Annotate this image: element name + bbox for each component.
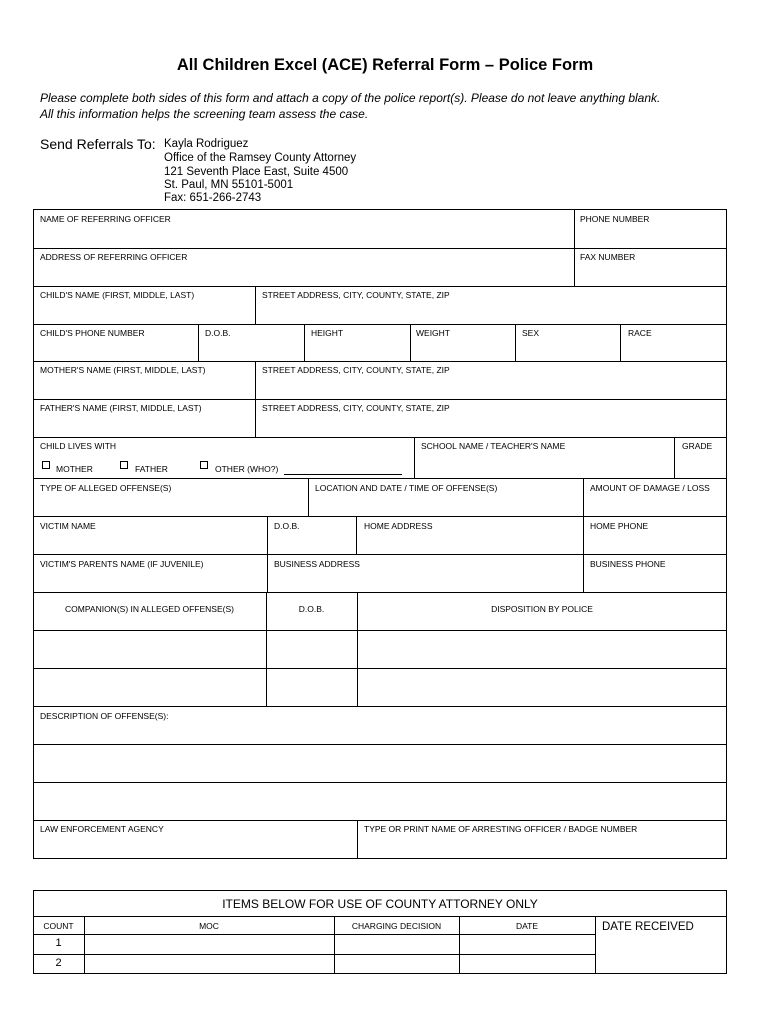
agency-label: LAW ENFORCEMENT AGENCY: [40, 824, 164, 834]
home-phone-label: HOME PHONE: [590, 521, 649, 531]
victim-dob-label: D.O.B.: [274, 521, 300, 531]
row-divider: [33, 286, 727, 287]
date-row-2-field[interactable]: [460, 955, 594, 973]
count-row-1: 1: [55, 937, 62, 949]
victim-parents-field[interactable]: [34, 569, 266, 591]
child-street-label: STREET ADDRESS, CITY, COUNTY, STATE, ZIP: [262, 290, 450, 300]
fax-number-label: FAX NUMBER: [580, 252, 636, 262]
officer-fax-field[interactable]: [575, 262, 726, 285]
instructions-line-2: All this information helps the screening team assess the case.: [40, 107, 369, 121]
row-divider: [33, 361, 727, 362]
officer-name-field[interactable]: [34, 224, 573, 247]
father-address-field[interactable]: [256, 413, 726, 436]
other-checkbox[interactable]: [200, 461, 208, 469]
officer-address-label: ADDRESS OF REFERRING OFFICER: [40, 252, 188, 262]
business-phone-label: BUSINESS PHONE: [590, 559, 666, 569]
father-street-label: STREET ADDRESS, CITY, COUNTY, STATE, ZIP: [262, 403, 450, 413]
officer-name-label: NAME OF REFERRING OFFICER: [40, 214, 171, 224]
location-date-field[interactable]: [309, 493, 582, 515]
sex-label: SEX: [522, 328, 540, 338]
location-date-label: LOCATION AND DATE / TIME OF OFFENSE(S): [315, 483, 498, 493]
weight-label: WEIGHT: [416, 328, 450, 338]
row-divider: [33, 437, 727, 438]
school-teacher-field[interactable]: [415, 452, 673, 477]
charging-decision-row-2-field[interactable]: [335, 955, 458, 973]
companion-2-disposition-field[interactable]: [358, 669, 726, 705]
officer-address-field[interactable]: [34, 262, 573, 285]
companion-1-dob-field[interactable]: [267, 631, 356, 667]
father-option-label: FATHER: [135, 464, 168, 474]
companion-1-name-field[interactable]: [34, 631, 265, 667]
count-column-header: COUNT: [43, 921, 74, 931]
weight-field[interactable]: [411, 338, 514, 360]
row-divider: [33, 324, 727, 325]
arresting-officer-field[interactable]: [358, 834, 726, 858]
instructions-line-1: Please complete both sides of this form and attach a copy of the police report(s). Please do not leave anything blank.: [40, 91, 661, 105]
damage-loss-field[interactable]: [584, 493, 726, 515]
mother-street-label: STREET ADDRESS, CITY, COUNTY, STATE, ZIP: [262, 365, 450, 375]
victim-home-address-field[interactable]: [357, 531, 582, 553]
mother-checkbox[interactable]: [42, 461, 50, 469]
father-name-label: FATHER'S NAME (FIRST, MIDDLE, LAST): [40, 403, 202, 413]
mother-address-field[interactable]: [256, 375, 726, 398]
description-line-3[interactable]: [34, 783, 726, 819]
row-divider: [33, 916, 727, 917]
child-phone-field[interactable]: [34, 338, 197, 360]
other-who-field[interactable]: [284, 464, 402, 475]
companion-2-name-field[interactable]: [34, 669, 265, 705]
row-divider: [33, 554, 727, 555]
address-line-street: 121 Seventh Place East, Suite 4500: [164, 166, 349, 178]
address-line-office: Office of the Ramsey County Attorney: [164, 152, 357, 164]
description-line-1[interactable]: [34, 721, 726, 743]
row-divider: [33, 592, 727, 593]
phone-number-label: PHONE NUMBER: [580, 214, 650, 224]
charging-decision-column-header: CHARGING DECISION: [351, 921, 442, 931]
companion-1-disposition-field[interactable]: [358, 631, 726, 667]
home-address-label: HOME ADDRESS: [364, 521, 433, 531]
companions-label: COMPANION(S) IN ALLEGED OFFENSE(S): [65, 604, 234, 614]
height-label: HEIGHT: [311, 328, 344, 338]
row-divider: [33, 478, 727, 479]
row-divider: [33, 706, 727, 707]
row-divider: [33, 399, 727, 400]
business-phone-field[interactable]: [584, 569, 726, 591]
father-name-field[interactable]: [34, 413, 254, 436]
victim-parents-label: VICTIM'S PARENTS NAME (IF JUVENILE): [40, 559, 204, 569]
address-line-name: Kayla Rodriguez: [164, 138, 249, 150]
victim-dob-field[interactable]: [268, 531, 355, 553]
school-teacher-label: SCHOOL NAME / TEACHER'S NAME: [421, 441, 566, 451]
height-field[interactable]: [305, 338, 409, 360]
date-received-label: DATE RECEIVED: [602, 921, 694, 933]
child-dob-field[interactable]: [199, 338, 303, 360]
officer-phone-field[interactable]: [575, 224, 726, 247]
business-address-label: BUSINESS ADDRESS: [274, 559, 360, 569]
mother-name-field[interactable]: [34, 375, 254, 398]
offense-type-field[interactable]: [34, 493, 307, 515]
address-line-fax: Fax: 651-266-2743: [164, 192, 262, 204]
moc-row-2-field[interactable]: [85, 955, 333, 973]
form-title: All Children Excel (ACE) Referral Form – Police Form: [176, 56, 594, 74]
victim-home-phone-field[interactable]: [584, 531, 726, 553]
offense-type-label: TYPE OF ALLEGED OFFENSE(S): [40, 483, 172, 493]
moc-column-header: MOC: [199, 921, 219, 931]
father-checkbox[interactable]: [120, 461, 128, 469]
victim-name-field[interactable]: [34, 531, 266, 553]
business-address-field[interactable]: [268, 569, 582, 591]
child-lives-with-label: CHILD LIVES WITH: [40, 441, 117, 451]
address-line-city: St. Paul, MN 55101-5001: [164, 179, 294, 191]
race-field[interactable]: [621, 338, 726, 360]
sex-field[interactable]: [516, 338, 619, 360]
child-name-field[interactable]: [34, 300, 254, 323]
child-name-label: CHILD'S NAME (FIRST, MIDDLE, LAST): [40, 290, 195, 300]
date-row-1-field[interactable]: [460, 935, 594, 953]
send-referrals-label: Send Referrals To:: [40, 136, 156, 152]
race-label: RACE: [628, 328, 652, 338]
date-column-header: DATE: [515, 921, 539, 931]
disposition-label: DISPOSITION BY POLICE: [491, 604, 593, 614]
child-address-field[interactable]: [256, 300, 726, 323]
child-phone-label: CHILD'S PHONE NUMBER: [40, 328, 145, 338]
mother-name-label: MOTHER'S NAME (FIRST, MIDDLE, LAST): [40, 365, 206, 375]
count-row-2: 2: [55, 957, 62, 969]
companion-dob-label: D.O.B.: [298, 604, 325, 614]
agency-field[interactable]: [34, 834, 356, 858]
row-divider: [33, 820, 727, 821]
description-line-2[interactable]: [34, 745, 726, 781]
companion-2-dob-field[interactable]: [267, 669, 356, 705]
row-divider: [33, 248, 727, 249]
child-dob-label: D.O.B.: [205, 328, 231, 338]
description-label: DESCRIPTION OF OFFENSE(S):: [40, 711, 169, 721]
county-table-header: ITEMS BELOW FOR USE OF COUNTY ATTORNEY ONLY: [222, 897, 538, 911]
grade-label: GRADE: [682, 441, 713, 451]
moc-row-1-field[interactable]: [85, 935, 333, 953]
date-received-field[interactable]: [596, 937, 726, 973]
grade-field[interactable]: [675, 452, 726, 477]
mother-option-label: MOTHER: [56, 464, 93, 474]
charging-decision-row-1-field[interactable]: [335, 935, 458, 953]
damage-loss-label: AMOUNT OF DAMAGE / LOSS: [590, 483, 710, 493]
other-option-label: OTHER (WHO?): [215, 464, 279, 474]
victim-name-label: VICTIM NAME: [40, 521, 96, 531]
arresting-officer-label: TYPE OR PRINT NAME OF ARRESTING OFFICER / BADGE NUMBER: [364, 824, 638, 834]
row-divider: [33, 516, 727, 517]
